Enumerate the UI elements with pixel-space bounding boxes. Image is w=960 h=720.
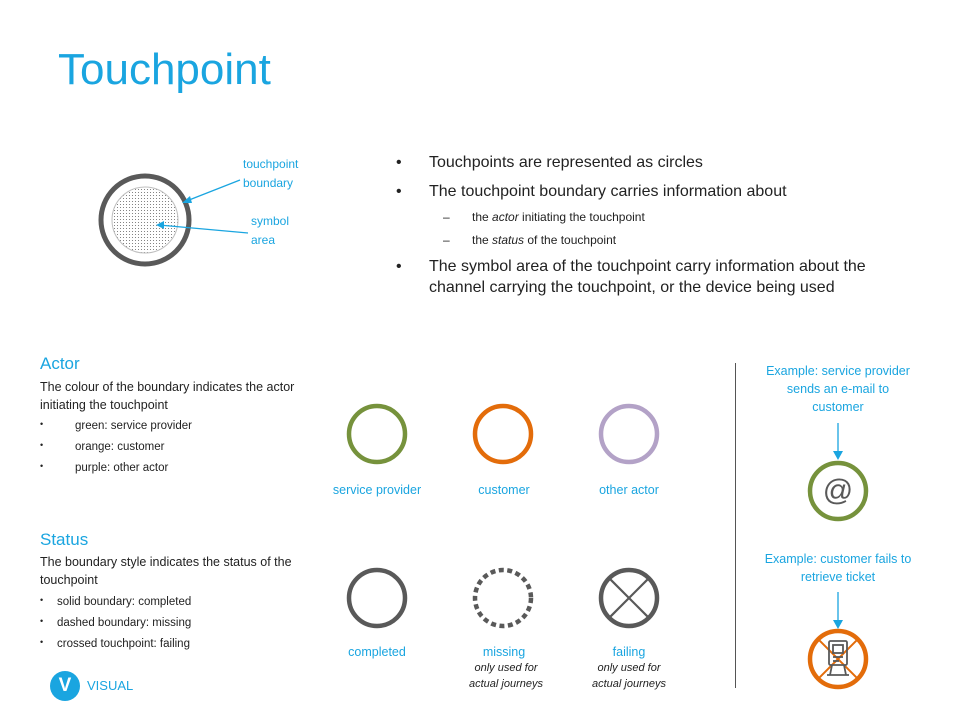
touchpoint-boundary-label (243, 155, 298, 193)
sub2-prefix: the (472, 233, 493, 248)
example-email-text: Example: service provider sends an e-mail to customer (766, 364, 910, 415)
sub2-suffix: of the touchpoint (524, 233, 617, 248)
vertical-divider (735, 363, 736, 688)
other-actor-label: other actor (599, 483, 659, 497)
missing-label: missing (482, 645, 526, 659)
missing-note-line2: actual journeys (469, 677, 543, 690)
sub1-suffix: initiating the touchpoint (518, 210, 645, 225)
missing-note-line1: only used for (474, 662, 538, 674)
missing-dashed-circle-icon (470, 565, 536, 631)
status-description: The boundary style indicates the status of the touchpoint (40, 555, 292, 588)
intro-bullets (396, 152, 916, 306)
failing-note-line2: actual journeys (592, 677, 666, 690)
other-actor-circle-icon (596, 401, 662, 467)
boundary-label-line1: touchpoint (243, 157, 299, 171)
service-provider-circle-icon (344, 401, 410, 467)
actor-list (40, 419, 300, 476)
actor-item-green: • green: service provider (40, 419, 300, 434)
sub1-emphasis: actor (492, 210, 519, 225)
visual-logo-icon: V (50, 671, 80, 701)
at-sign-icon: @ (822, 474, 854, 507)
missing-note (436, 661, 576, 693)
customer-label: customer (478, 483, 530, 497)
failing-note (559, 661, 699, 693)
boundary-arrow (184, 180, 240, 202)
visual-logo-text: VISUAL (87, 678, 134, 693)
completed-circle-icon (344, 565, 410, 631)
ticket-machine-failing-icon (806, 627, 870, 691)
customer-circle-icon (470, 401, 536, 467)
example-ticket-arrow (831, 592, 845, 630)
actor-heading: Actor (40, 354, 80, 373)
status-item-dashed: • dashed boundary: missing (40, 616, 300, 631)
symbol-area-label (251, 212, 289, 250)
status-list (40, 595, 300, 652)
diagram-arrows (150, 175, 250, 245)
bullet-boundary: • The touchpoint boundary carries information about (396, 181, 916, 203)
symbol-label-line2: area (251, 233, 276, 248)
page-title: Touchpoint (58, 45, 271, 94)
sub1-prefix: the (472, 210, 493, 225)
failing-note-line1: only used for (597, 662, 661, 674)
sub-bullet-status (396, 232, 916, 248)
actor-item-purple: • purple: other actor (40, 461, 300, 476)
actor-item-orange: • orange: customer (40, 440, 300, 455)
completed-label: completed (348, 645, 406, 659)
status-item-crossed: • crossed touchpoint: failing (40, 637, 300, 652)
failing-crossed-circle-icon (596, 565, 662, 631)
boundary-label-line2: boundary (243, 176, 294, 191)
bullet-circles: • Touchpoints are represented as circles (396, 152, 916, 174)
status-item-solid: • solid boundary: completed (40, 595, 300, 610)
sub2-emphasis: status (492, 233, 525, 248)
bullet-symbol-area: • The symbol area of the touchpoint carry information about the channel carrying the touchpoint, or the device being used (396, 256, 916, 299)
service-provider-label: service provider (332, 483, 422, 497)
symbol-area-arrow (159, 225, 248, 233)
sub-bullet-actor (396, 209, 916, 225)
actor-description: The colour of the boundary indicates the actor initiating the touchpoint (40, 380, 295, 413)
status-heading: Status (40, 530, 89, 549)
symbol-label-line1: symbol (251, 214, 290, 228)
example-ticket-text: Example: customer fails to retrieve ticket (764, 552, 912, 585)
failing-label: failing (612, 645, 646, 659)
example-email-arrow (831, 423, 845, 461)
